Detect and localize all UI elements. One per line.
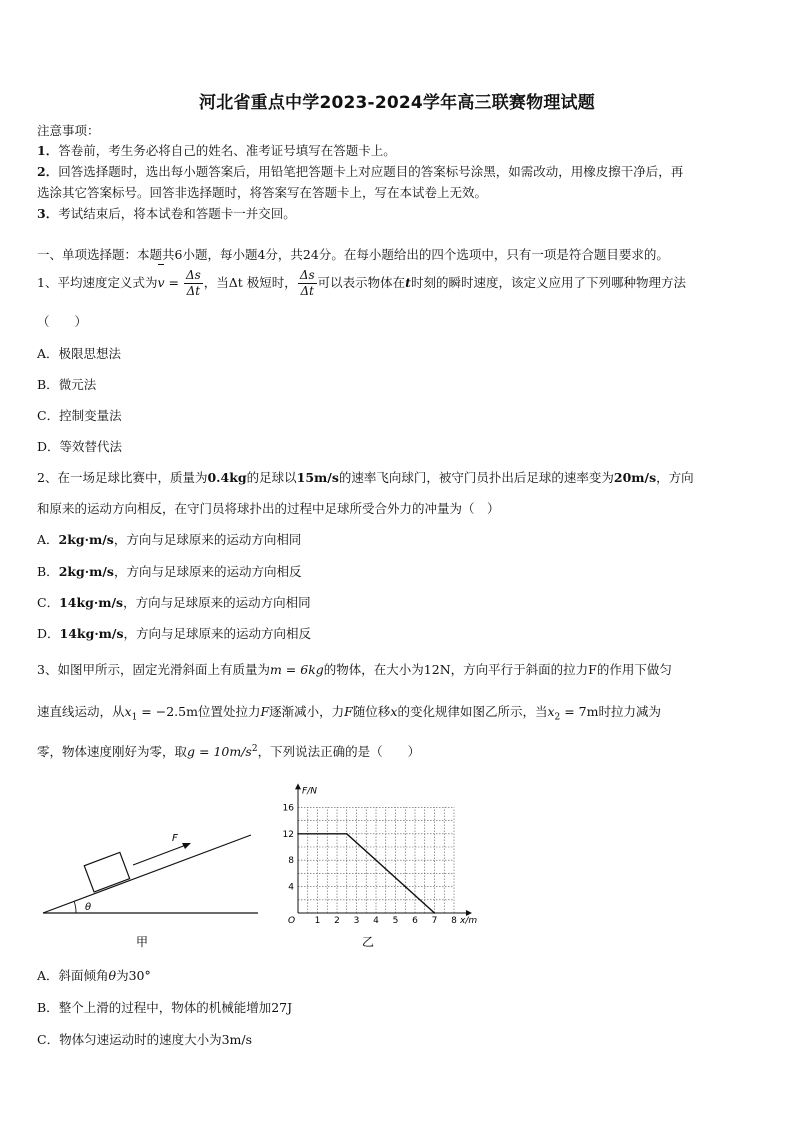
chart-ticks [283, 803, 458, 926]
option-label: A． [37, 968, 59, 983]
option-label: A． [37, 532, 59, 547]
notice-text: 选涂其它答案标号。回答非选择题时，将答案写在答题卡上，写在本试卷上无效。 [37, 185, 488, 200]
notice-item [37, 141, 396, 159]
data-point [297, 833, 299, 835]
option-text: 整个上滑的过程中，物体的机械能增加27J [58, 1000, 293, 1015]
question-3-stem-line3 [37, 742, 420, 760]
option-label: C． [37, 595, 60, 610]
q3-text: 随位移 [352, 704, 391, 719]
option-text: 为30° [116, 968, 151, 983]
question-3-stem-line2 [37, 702, 661, 723]
q3-text: 3、如图甲所示，固定光滑斜面上有质量为 [37, 662, 270, 677]
angle-label: θ [85, 902, 92, 913]
q2-mass: 0.4kg [207, 470, 247, 485]
q3-text: 速直线运动，从 [37, 704, 125, 719]
q3-text: ，下列说法正确的是（ ） [257, 744, 421, 759]
x-tick-label: 5 [392, 916, 399, 926]
notice-item [37, 183, 487, 201]
v-bar-symbol: v [157, 266, 164, 300]
option-label: D． [37, 439, 60, 454]
fraction-denominator: Δt [300, 284, 314, 298]
fraction-numerator: Δs [299, 268, 315, 282]
figure-incline [38, 825, 263, 950]
option-text: 控制变量法 [59, 408, 122, 423]
option-text: 微元法 [58, 377, 97, 392]
q1-mid: ，当Δt 极短时， [203, 275, 297, 290]
notice-num: 2． [37, 164, 59, 179]
page-title: 河北省重点中学2023-2024学年高三联赛物理试题 [199, 93, 595, 113]
question-2-stem-line2: 和原来的运动方向相反，在守门员将球扑出的过程中足球所受合外力的冲量为（ ） [37, 501, 500, 516]
option-label: B． [37, 377, 59, 392]
notice-heading: 注意事项： [37, 123, 100, 138]
option-label: C． [37, 408, 60, 423]
y-axis-label: F/N [302, 786, 317, 797]
data-point [434, 912, 436, 914]
block [84, 852, 129, 892]
section-heading: 一、单项选择题：本题共6小题，每小题4分，共24分。在每小题给出的四个选项中，只有一项是符合题目要求的。 [37, 247, 669, 262]
x2-symbol: x [547, 704, 555, 719]
block-rect [84, 852, 129, 892]
q3-text: 的物体，在大小为 [323, 662, 424, 677]
q3-force: 12N [423, 662, 451, 677]
notice-text: 回答选择题时，选出每小题答案后，用铅笔把答题卡上对应题目的答案标号涂黑，如需改动，用橡皮擦干净后，再 [58, 164, 684, 179]
notice-num: 1． [37, 143, 59, 158]
option-value: 2kg·m/s [58, 564, 114, 579]
x1-subscript: 1 [131, 712, 138, 723]
y-axis-arrow [295, 783, 301, 789]
option-c [37, 593, 311, 611]
option-a [37, 530, 301, 548]
option-a [37, 966, 151, 984]
option-label: C． [37, 1032, 60, 1047]
q2-text: 的速率飞向球门，被守门员扑出后足球的速率变为 [338, 470, 614, 485]
x2-value: = 7m [560, 704, 599, 719]
fraction-numerator: Δs [185, 268, 201, 282]
q3-text: 逐渐减小，力 [269, 704, 345, 719]
fraction-ds-dt [184, 268, 203, 299]
q3-text: 时拉力减为 [598, 704, 661, 719]
x-symbol: x [390, 704, 398, 719]
y-tick-label: 8 [288, 856, 294, 867]
notice-text: 答卷前，考生务必将自己的姓名、准考证号填写在答题卡上。 [58, 143, 396, 158]
option-label: B． [37, 564, 59, 579]
option-text: 等效替代法 [59, 439, 123, 454]
y-tick-label: 4 [288, 882, 294, 893]
q1-prefix: 1、平均速度定义式为 [37, 275, 158, 290]
q2-speed1: 15m/s [296, 470, 339, 485]
option-text: ，方向与足球原来的运动方向相反 [123, 626, 312, 641]
x-tick-label: 6 [412, 916, 418, 926]
fraction-ds-dt [298, 268, 317, 299]
option-text: 物体匀速运动时的速度大小为3m/s [59, 1032, 253, 1047]
g-value: g = 10m/s [187, 744, 252, 759]
notice-num: 3． [37, 206, 59, 221]
option-text: ，方向与足球原来的运动方向相反 [113, 564, 302, 579]
option-c [37, 406, 122, 424]
x-tick-label: 3 [353, 916, 360, 926]
figure-force-chart [278, 780, 503, 950]
origin-label: O [288, 916, 296, 926]
q3-mass: m = 6kg [269, 662, 324, 677]
question-2-stem [37, 468, 694, 486]
x-axis-label: x/m [460, 916, 478, 926]
x-tick-label: 7 [431, 916, 438, 926]
q1-suffix: 可以表示物体在 [317, 275, 406, 290]
option-value: 14kg·m/s [59, 626, 124, 641]
x-tick-label: 8 [451, 916, 457, 926]
option-label: A． [37, 346, 59, 361]
q1-equals: = [164, 275, 183, 290]
y-tick-label: 12 [282, 829, 294, 840]
notice-text: 考试结束后，将本试卷和答题卡一并交回。 [58, 206, 296, 221]
x2-subscript: 2 [554, 712, 561, 723]
q3-text: 零，物体速度刚好为零，取 [37, 744, 188, 759]
option-text: 极限思想法 [58, 346, 122, 361]
option-value: 2kg·m/s [58, 532, 114, 547]
option-a [37, 344, 121, 362]
option-b [37, 375, 96, 393]
q1-suffix: 时刻的瞬时速度，该定义应用了下列哪种物理方法 [410, 275, 686, 290]
figure-b-caption: 乙 [362, 935, 375, 949]
x-tick-label: 2 [334, 916, 340, 926]
q2-speed2: 20m/s [613, 470, 657, 485]
x1-symbol: x [124, 704, 132, 719]
q2-text: 2、在一场足球比赛中，质量为 [37, 470, 208, 485]
option-c [37, 1030, 252, 1048]
option-b [37, 998, 292, 1016]
option-d [37, 437, 122, 455]
option-label: D． [37, 626, 60, 641]
option-text: 斜面倾角 [58, 968, 109, 983]
y-tick-label: 16 [282, 803, 294, 814]
option-value: 14kg·m/s [59, 595, 124, 610]
g-superscript: 2 [251, 743, 258, 754]
x-tick-label: 1 [314, 916, 321, 926]
q3-text: ，方向平行于斜面的拉力 [450, 662, 589, 677]
option-label: B． [37, 1000, 59, 1015]
q3-text: 的变化规律如图乙所示，当 [397, 704, 548, 719]
fraction-denominator: Δt [186, 284, 201, 298]
chart-axes [288, 783, 477, 926]
option-text: ，方向与足球原来的运动方向相同 [123, 595, 311, 610]
figure-a-caption: 甲 [136, 935, 149, 949]
option-d [37, 624, 311, 642]
notice-item [37, 162, 683, 180]
notice-item [37, 204, 296, 222]
q2-text: ，方向 [656, 470, 694, 485]
question-3-stem [37, 660, 672, 678]
F-symbol: F [344, 704, 353, 719]
F-symbol: F [588, 662, 597, 677]
data-point [346, 833, 348, 835]
answer-paren: （ ） [37, 314, 88, 329]
option-text: ，方向与足球原来的运动方向相同 [113, 532, 302, 547]
angle-arc [74, 901, 76, 913]
t-symbol: t [405, 275, 411, 290]
theta-symbol: θ [108, 968, 117, 983]
x-tick-label: 4 [373, 916, 379, 926]
q3-text: 位置处拉力 [197, 704, 261, 719]
x1-value: = −2.5m [137, 704, 198, 719]
q2-text: 的足球以 [246, 470, 297, 485]
q3-text: 的作用下做匀 [596, 662, 672, 677]
option-b [37, 562, 301, 580]
F-symbol: F [260, 704, 270, 719]
force-label: F [172, 833, 178, 844]
question-1-stem [37, 266, 686, 300]
